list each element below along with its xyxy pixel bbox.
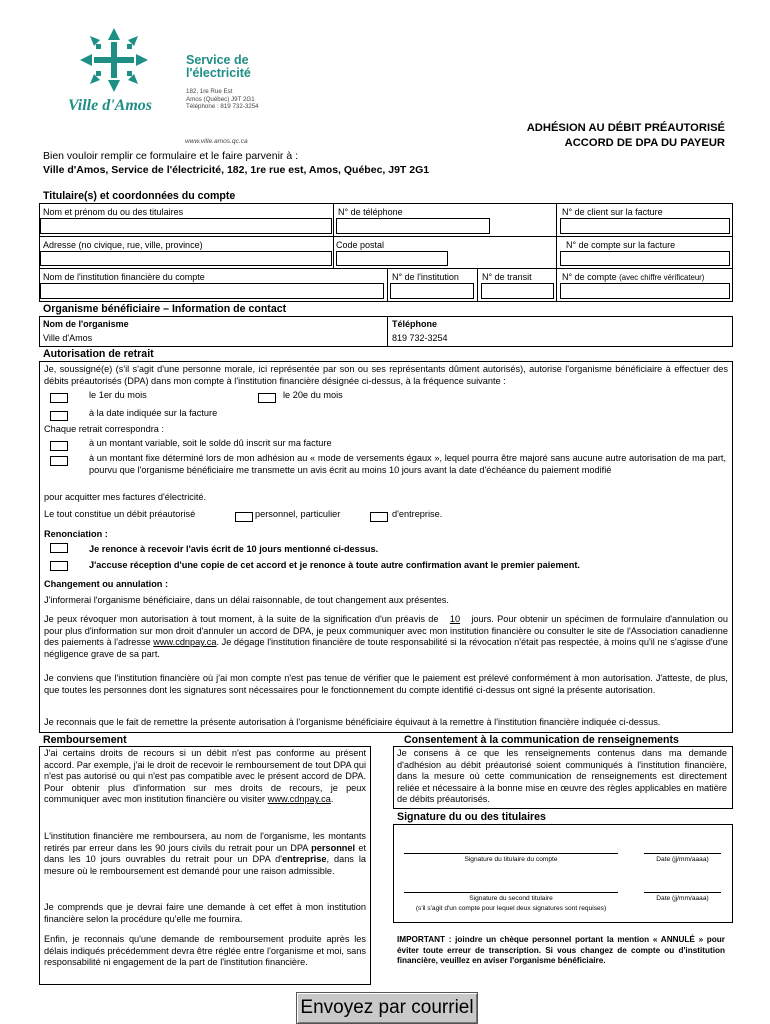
client-number-label: N° de client sur la facture (562, 207, 663, 217)
intro-address: Ville d'Amos, Service de l'électricité, 182, 1re rue est, Amos, Québec, J9T 2G1 (43, 164, 430, 176)
client-number-input[interactable] (560, 218, 730, 234)
cdnpay-link[interactable]: www.cdnpay.ca (153, 637, 217, 648)
changes-p2 (44, 614, 728, 660)
address-label: Adresse (no civique, rue, ville, province) (43, 240, 203, 250)
account-number-label (562, 272, 704, 283)
important-notice: IMPORTANT : joindre un chèque personnel portant la mention « ANNULÉ » pour éviter toute erreur de transcription. Si vous changez de compte ou d'institution financière, veuillez en aviser l'organisme bénéficiaire. (397, 935, 725, 965)
postal-code-label: Code postal (336, 240, 385, 250)
signature2-label: Signature du second titulaire (469, 895, 553, 902)
first-of-month-checkbox[interactable] (50, 393, 68, 403)
send-by-email-button[interactable]: Envoyez par courriel (296, 992, 478, 1024)
refund-p2 (44, 831, 366, 877)
refund-section-title: Remboursement (43, 734, 127, 746)
notice-days-value: 10 (449, 614, 461, 624)
date1-line[interactable] (644, 853, 721, 854)
institution-number-label: N° de l'institution (392, 272, 459, 282)
phone-label: N° de téléphone (338, 207, 403, 217)
invoice-account-label: N° de compte sur la facture (566, 240, 676, 250)
changes-p2-c: . Je dégage l'institution financière de toute responsabilité si la révocation n'était pas respectée, à moins qu'il ne s'agisse d'une négligence grave de sa part. (44, 637, 728, 659)
city-emblem-icon (78, 26, 150, 94)
logo-addr3: Téléphone : 819 732-3254 (186, 103, 259, 111)
fixed-amount-checkbox[interactable] (50, 456, 68, 466)
consent-text: Je consens à ce que les renseignements contenus dans ma demande d'adhésion au débit préautorisé soient communiqués à l'institution financière, dans la mesure où cette communication de renseignements est directement reliée et nécessaire à la bonne mise en œuvre des règles applicables en matière de débits préautorisés. (397, 748, 727, 805)
org-phone-label: Téléphone (392, 319, 438, 329)
postal-code-input[interactable] (336, 251, 448, 266)
refund-p2-business: entreprise (282, 854, 327, 865)
authorization-section-title: Autorisation de retrait (43, 348, 154, 360)
twentieth-checkbox[interactable] (258, 393, 276, 403)
transit-label: N° de transit (482, 272, 532, 282)
personal-debit-label: personnel, particulier (255, 509, 341, 519)
invoice-account-input[interactable] (560, 251, 730, 266)
name-input[interactable] (40, 218, 332, 234)
intro-text: Bien vouloir remplir ce formulaire et le faire parvenir à : (43, 150, 299, 162)
org-name-label: Nom de l'organisme (43, 319, 129, 329)
institution-name-input[interactable] (40, 283, 384, 299)
name-label: Nom et prénom du ou des titulaires (43, 207, 184, 217)
account-number-note: (avec chiffre vérificateur) (619, 273, 705, 282)
signature2-line[interactable] (404, 892, 618, 893)
org-name-value: Ville d'Amos (43, 333, 93, 343)
logo-ville-text: Ville d'Amos (68, 97, 153, 114)
changes-p2-a: Je peux révoquer mon autorisation à tout moment, à la suite de la signification d'un préavis de (44, 614, 439, 624)
holders-section-title: Titulaire(s) et coordonnées du compte (43, 190, 236, 202)
refund-p3: Je comprends que je devrai faire une demande à cet effet à mon institution financière selon la procédure qu'elle me fournira. (44, 902, 366, 924)
waiver-title: Renonciation : (44, 529, 108, 539)
phone-input[interactable] (336, 218, 490, 234)
refund-p1: J'ai certains droits de recours si un débit n'est pas conforme au présent accord. Par exemple, j'ai le droit de recevoir le remboursement de tout DPA qui n'est pas autorisé ou qui n'est pas compatible avec le présent accord de DPA. Pour obtenir plus d'information sur mes droits de recours, je peux communiquer avec mon institution financière ou visiter www.cdnpay.ca. (44, 748, 366, 805)
institution-name-label: Nom de l'institution financière du compte (43, 272, 205, 282)
institution-number-input[interactable] (390, 283, 474, 299)
refund-cdnpay-link[interactable]: www.cdnpay.ca (267, 794, 331, 805)
refund-p2-b: et dans les 10 jours ouvrables du retrait pour un DPA d' (44, 842, 366, 865)
date1-label: Date (jj/mm/aaaa) (656, 856, 709, 863)
changes-p4: Je reconnais que le fait de remettre la présente autorisation à l'organisme bénéficiaire équivaut à la remettre à l'institution financière indiquée ci-dessus. (44, 717, 661, 727)
beneficiary-section-title: Organisme bénéficiaire – Information de contact (43, 303, 287, 315)
account-number-label-text: N° de compte (562, 272, 617, 282)
changes-p3: Je conviens que l'institution financière où j'ai mon compte n'est pas tenue de vérifier que le paiement est prélevé conformément à mon autorisation. J'atteste, de plus, que toutes les personnes dont les signatures sont nécessaires pour le fonctionnement du compte identifié ci-dessus ont signé la présente autorisation. (44, 673, 728, 695)
refund-p1-text: J'ai certains droits de recours si un débit n'est pas conforme au présent accord. Par exemple, j'ai le droit de recevoir le remboursement de tout DPA qui n'est pas autorisé ou qui n'est pas compatible avec le présent accord de DPA. Pour obtenir plus d'information sur mes droits de recours, je peux communiquer avec mon institution financière ou visiter (44, 748, 366, 805)
variable-amount-label: à un montant variable, soit le solde dû inscrit sur ma facture (89, 438, 332, 448)
business-debit-label: d'entreprise. (392, 509, 443, 519)
date2-label: Date (jj/mm/aaaa) (656, 895, 709, 902)
address-input[interactable] (40, 251, 332, 266)
signature2-note: (s'il s'agit d'un compte pour lequel deux signatures sont requises) (415, 905, 607, 912)
waiver-notice-checkbox[interactable] (50, 543, 68, 553)
date2-line[interactable] (644, 892, 721, 893)
variable-amount-checkbox[interactable] (50, 441, 68, 451)
personal-debit-checkbox[interactable] (235, 512, 253, 522)
waiver-confirmation-checkbox[interactable] (50, 561, 68, 571)
pay-bills-text: pour acquitter mes factures d'électricité. (44, 492, 207, 502)
first-of-month-label: le 1er du mois (89, 390, 147, 400)
form-title (527, 121, 725, 151)
invoice-date-label: à la date indiquée sur la facture (89, 408, 218, 418)
transit-input[interactable] (481, 283, 554, 299)
logo (62, 26, 172, 118)
logo-website: www.ville.amos.qc.ca (185, 138, 248, 145)
signature1-label: Signature du titulaire du compte (464, 856, 558, 863)
consent-section-title: Consentement à la communication de renseignements (404, 734, 679, 746)
logo-addr1: 182, 1re Rue Est (186, 88, 233, 95)
logo-addr2: Amos (Québec) J9T 2G1 (186, 95, 255, 103)
logo-address (186, 88, 259, 111)
form-title-line1: ADHÉSION AU DÉBIT PRÉAUTORISÉ (526, 122, 725, 134)
fixed-amount-label: à un montant fixe déterminé lors de mon adhésion au « mode de versements égaux », lequel pourra être majoré sans aucune autre autorisation de ma part, pourvu que l'organisme bénéficiaire me transmette un avis écrit au moins 10 jours avant la date d'échéance du paiement modifié (89, 453, 726, 475)
refund-p2-c: , dans la mesure où le remboursement est demandé pour une raison admissible. (44, 854, 366, 876)
changes-p2-b: jours. Pour obtenir un spécimen de formulaire d'annulation ou pour plus d'information sur mon droit d'annuler un accord de DPA, je peux communiquer avec mon institution financière ou consulter le site de l'Association canadienne des paiements à l'adresse (44, 614, 728, 648)
authorization-intro: Je, soussigné(e) (s'il s'agit d'une personne morale, ici représentée par son ou ses représentants dûment autorisés), autorise l'organisme bénéficiaire à effectuer des débits préautorisés (DPA) dans mon compte à l'institution financière désignée ci-dessus, à la fréquence suivante : (44, 364, 728, 386)
waiver-confirmation-label: J'accuse réception d'une copie de cet accord et je renonce à toute autre confirmation avant le premier paiement. (89, 560, 580, 570)
invoice-date-checkbox[interactable] (50, 411, 68, 421)
logo-title-line2: l'électricité (186, 66, 251, 80)
debit-type-label: Le tout constitue un débit préautorisé (44, 509, 196, 519)
logo-service-title (186, 54, 251, 80)
refund-p2-a: L'institution financière me remboursera, au nom de l'organisme, les montants retirés par erreur dans les 90 jours civils du retrait pour un DPA (44, 831, 366, 853)
signature-section-title: Signature du ou des titulaires (397, 811, 546, 823)
changes-p1: J'informerai l'organisme bénéficiaire, dans un délai raisonnable, de tout changement aux présentes. (44, 595, 449, 605)
refund-p4: Enfin, je reconnais qu'une demande de remboursement produite après les délais indiqués précédemment devra être réglée entre l'organisme et moi, sans responsabilité ni engagement de la part de l'institution financière. (44, 934, 366, 968)
refund-p2-personal: personnel (311, 842, 356, 853)
signature1-line[interactable] (404, 853, 618, 854)
beneficiary-box (39, 316, 733, 347)
org-phone-value: 819 732-3254 (392, 333, 448, 343)
logo-title-line1: Service de (186, 53, 249, 67)
waiver-notice-label: Je renonce à recevoir l'avis écrit de 10 jours mentionné ci-dessus. (89, 544, 379, 554)
form-title-line2: ACCORD DE DPA DU PAYEUR (564, 137, 725, 149)
each-withdrawal-label: Chaque retrait correspondra : (44, 424, 165, 434)
account-number-input[interactable] (560, 283, 730, 299)
twentieth-label: le 20e du mois (283, 390, 343, 400)
changes-title: Changement ou annulation : (44, 579, 169, 589)
business-debit-checkbox[interactable] (370, 512, 388, 522)
